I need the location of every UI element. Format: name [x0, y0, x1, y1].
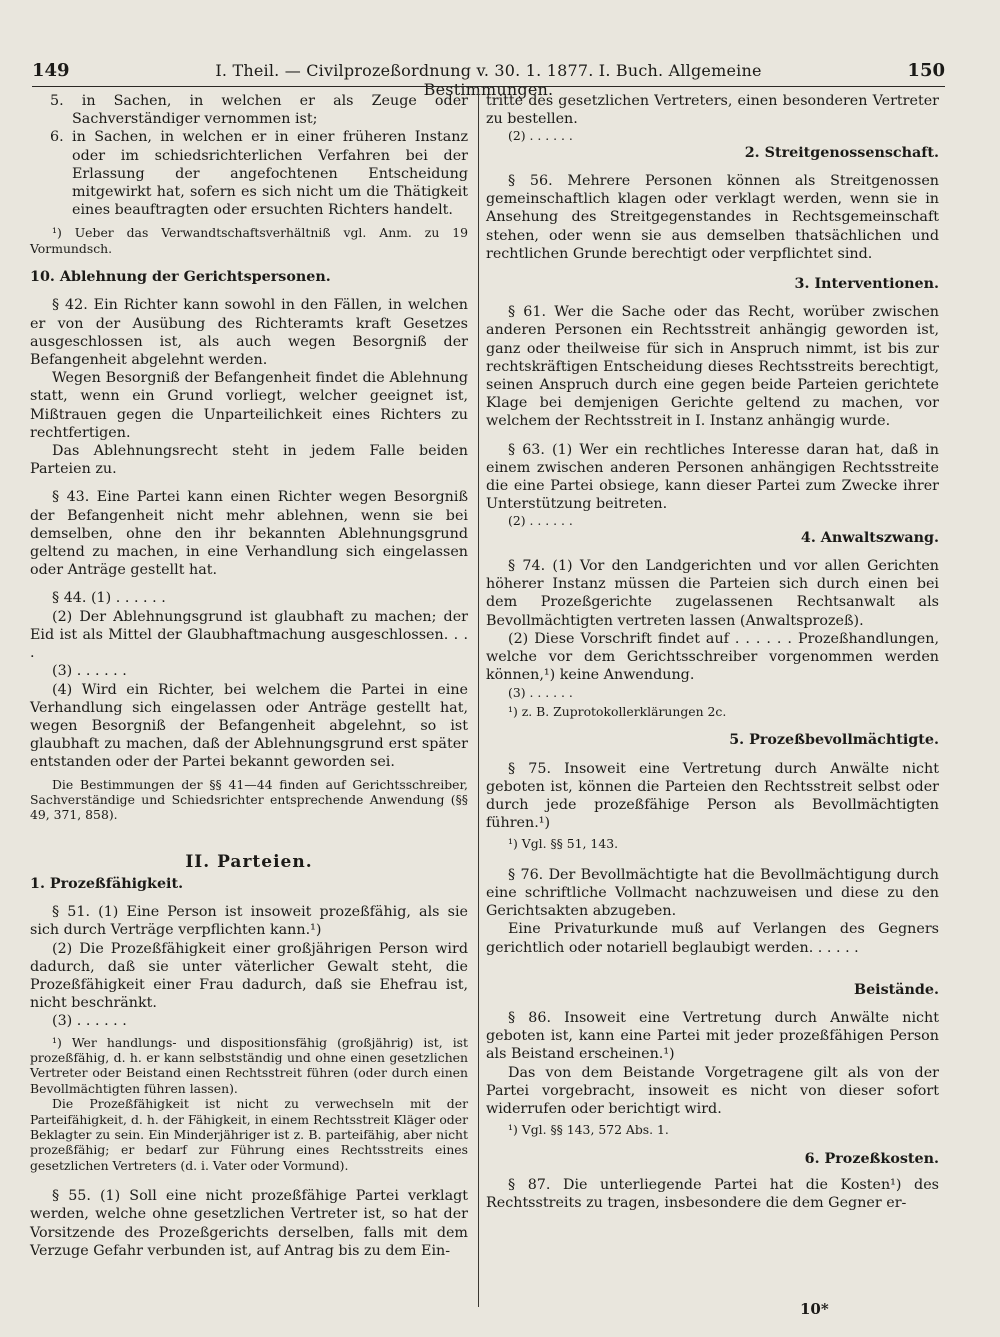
section-63: § 63. (1) Wer ein rechtliches Interesse daran hat, daß in einem zwischen anderen Personen anhängigen Rechtsstreite die eine Partei obsiege, kann dieser Partei zum Zwecke ihrer Unterstützung beitreten.: [486, 441, 939, 513]
section-63-para-2: (2) . . . . . .: [508, 513, 573, 529]
heading-prozessbevollmaechtigte: 5. Prozeßbevollmächtigte.: [729, 732, 939, 749]
section-61: § 61. Wer die Sache oder das Recht, worüber zwischen anderen Personen ein Rechtsstreit anhängig geworden ist, ganz oder theilweise für sich in Anspruch nimmt, ist bis zur rechtskräftigen Entscheidung dieses Rechtsstreits berechtigt, seinen Anspruch durch eine gegen beide Parteien gerichtete Klage bei demjenigen Gerichte geltend zu machen, vor welchem der Rechtsstreit in I. Instanz anhängig wurde.: [486, 304, 939, 430]
left-column: [30, 92, 468, 1260]
heading-streitgenossenschaft: 2. Streitgenossenschaft.: [744, 144, 939, 161]
footnote-86: ¹) Vgl. §§ 143, 572 Abs. 1.: [508, 1122, 669, 1138]
section-51-para-3: (3) . . . . . .: [52, 1013, 127, 1030]
section-42-para-3: Das Ablehnungsrecht steht in jedem Falle beiden Parteien zu.: [30, 443, 468, 478]
page-header: [32, 56, 945, 99]
right-column: [486, 92, 939, 1212]
footnote-verwandtschaft: ¹) Ueber das Verwandtschaftsverhältniß vgl. Anm. zu 19 Vormundsch.: [30, 225, 468, 256]
heading-beistaende: Beistände.: [854, 981, 939, 998]
section-42-para-1: § 42. Ein Richter kann sowohl in den Fällen, in welchen er von der Ausübung des Richteramts kraft Gesetzes ausgeschlossen ist, als auch wegen Besorgniß der Befangenheit abgelehnt werden.: [30, 297, 468, 369]
page-number-left: 149: [32, 60, 70, 81]
heading-interventionen: 3. Interventionen.: [794, 276, 939, 293]
list-item-5: 5. in Sachen, in welchen er als Zeuge oder Sachverständiger vernommen ist;: [50, 93, 468, 128]
section-44-para-1: § 44. (1) . . . . . .: [52, 590, 166, 607]
footnote-75: ¹) Vgl. §§ 51, 143.: [508, 836, 619, 852]
section-86-para-1: § 86. Insoweit eine Vertretung durch Anwälte nicht geboten ist, kann eine Partei mit jeder prozeßfähigen Person als Beistand erscheinen.¹): [486, 1009, 939, 1063]
heading-prozesskosten: 6. Prozeßkosten.: [804, 1150, 939, 1167]
footnote-51-b: Die Prozeßfähigkeit ist nicht zu verwechseln mit der Parteifähigkeit, d. h. der Fähigkeit, in einem Rechtsstreit Kläger oder Beklagter zu sein. Ein Minderjähriger ist z. B. parteifähig, aber nicht prozeßfähig; er bedarf zur Führung eines Rechtsstreits eines gesetzlichen Vertreters (d. i. Vater oder Vormund).: [30, 1096, 468, 1173]
running-title: I. Theil. — Civilprozeßordnung v. 30. 1. 1877. I. Buch. Allgemeine Bestimmungen.: [215, 61, 762, 99]
section-55-para-2: (2) . . . . . .: [508, 128, 573, 144]
section-76-para-2: Eine Privaturkunde muß auf Verlangen des Gegners gerichtlich oder notariell beglaubigt werden. . . . . .: [486, 921, 939, 956]
section-74-para-2: (2) Diese Vorschrift findet auf . . . . . . Prozeßhandlungen, welche vor dem Gerichtsschreiber vorgenommen werden können,¹) keine Anwendung.: [486, 630, 939, 684]
heading-ablehnung: 10. Ablehnung der Gerichtspersonen.: [30, 269, 331, 286]
note-sections-41-44: Die Bestimmungen der §§ 41—44 finden auf Gerichtsschreiber, Sachverständige und Schiedsrichter entsprechende Anwendung (§§ 49, 371, 858).: [30, 776, 468, 823]
section-44-para-2: (2) Der Ablehnungsgrund ist glaubhaft zu machen; der Eid ist als Mittel der Glaubhaftmachung ausgeschlossen. . . .: [30, 608, 468, 662]
section-44-para-3: (3) . . . . . .: [52, 663, 127, 680]
page-number-right: 150: [907, 60, 945, 81]
section-74-para-1: § 74. (1) Vor den Landgerichten und vor allen Gerichten höherer Instanz müssen die Parteien sich durch einen bei dem Prozeßgerichte zugelassenen Rechtsanwalt als Bevollmächtigten vertreten lassen (Anwaltsprozeß).: [486, 558, 939, 629]
footnote-74: ¹) z. B. Zuprotokollerklärungen 2c.: [508, 703, 727, 719]
heading-parteien: II. Parteien.: [185, 851, 313, 872]
list-item-6: 6. in Sachen, in welchen er in einer früheren Instanz oder im schiedsrichterlichen Verfahren bei der Erlassung der angefochtenen Entscheidung mitgewirkt hat, sofern es sich nicht um die Thätigkeit eines beauftragten oder ersuchten Richters handelt.: [50, 129, 468, 219]
section-55: § 55. (1) Soll eine nicht prozeßfähige Partei verklagt werden, welche ohne gesetzlichen Vertreter ist, so hat der Vorsitzende des Prozeßgerichts derselben, falls mit dem Verzuge Gefahr verbunden ist, auf Antrag bis zu dem Ein-: [30, 1188, 468, 1259]
section-87: § 87. Die unterliegende Partei hat die Kosten¹) des Rechtsstreits zu tragen, insbesondere die dem Gegner er-: [486, 1176, 939, 1211]
section-76-para-1: § 76. Der Bevollmächtigte hat die Bevollmächtigung durch eine schriftliche Vollmacht nachzuweisen und diese zu den Gerichtsakten abzugeben.: [486, 866, 939, 920]
section-86-para-2: Das von dem Beistande Vorgetragene gilt als von der Partei vorgebracht, insoweit es nicht von dieser sofort widerrufen oder berichtigt wird.: [486, 1064, 939, 1117]
section-43: § 43. Eine Partei kann einen Richter wegen Besorgniß der Befangenheit nicht mehr ablehnen, wenn sie bei demselben, ohne den ihr bekannten Ablehnungsgrund geltend zu machen, in eine Verhandlung sich eingelassen oder Anträge gestellt hat.: [30, 489, 468, 579]
section-42-para-2: Wegen Besorgniß der Befangenheit findet die Ablehnung statt, wenn ein Grund vorliegt, welcher geeignet ist, Mißtrauen gegen die Unparteilichkeit eines Richters zu rechtfertigen.: [30, 370, 468, 441]
footnote-51-a: ¹) Wer handlungs- und dispositionsfähig (großjährig) ist, ist prozeßfähig, d. h. er kann selbstständig und ohne einen gesetzlichen Vertreter oder Beistand einen Rechtsstreit führen (oder durch einen Bevollmächtigten führen lassen).: [30, 1034, 468, 1096]
signature-mark: 10*: [800, 1300, 829, 1318]
column-divider: [478, 92, 479, 1307]
section-44-para-4: (4) Wird ein Richter, bei welchem die Partei in eine Verhandlung sich eingelassen oder Anträge gestellt hat, wegen Besorgniß der Befangenheit abgelehnt, so ist glaubhaft zu machen, daß der Ablehnungsgrund erst später entstanden oder der Partei bekannt geworden sei.: [30, 681, 468, 771]
section-55-continued: tritte des gesetzlichen Vertreters, einen besonderen Vertreter zu bestellen.: [486, 93, 939, 128]
section-51-para-1: § 51. (1) Eine Person ist insoweit prozeßfähig, als sie sich durch Verträge verpflichten kann.¹): [30, 904, 468, 939]
section-74-para-3: (3) . . . . . .: [508, 684, 573, 700]
heading-anwaltszwang: 4. Anwaltszwang.: [800, 529, 939, 546]
header-rule: [32, 86, 945, 87]
heading-prozessfaehigkeit: 1. Prozeßfähigkeit.: [30, 875, 184, 892]
section-75: § 75. Insoweit eine Vertretung durch Anwälte nicht geboten ist, können die Parteien den Rechtsstreit selbst oder durch jede prozeßfähige Person als Bevollmächtigten führen.¹): [486, 760, 939, 832]
section-51-para-2: (2) Die Prozeßfähigkeit einer großjährigen Person wird dadurch, daß sie unter väterlicher Gewalt steht, die Prozeßfähigkeit einer Frau dadurch, daß sie Ehefrau ist, nicht beschränkt.: [30, 940, 468, 1012]
section-56: § 56. Mehrere Personen können als Streitgenossen gemeinschaftlich klagen oder verklagt werden, wenn sie in Ansehung des Streitgegenstandes in Rechtsgemeinschaft stehen, oder wenn sie aus demselben thatsächlichen und rechtlichen Grunde berechtigt oder verpflichtet sind.: [486, 173, 939, 262]
